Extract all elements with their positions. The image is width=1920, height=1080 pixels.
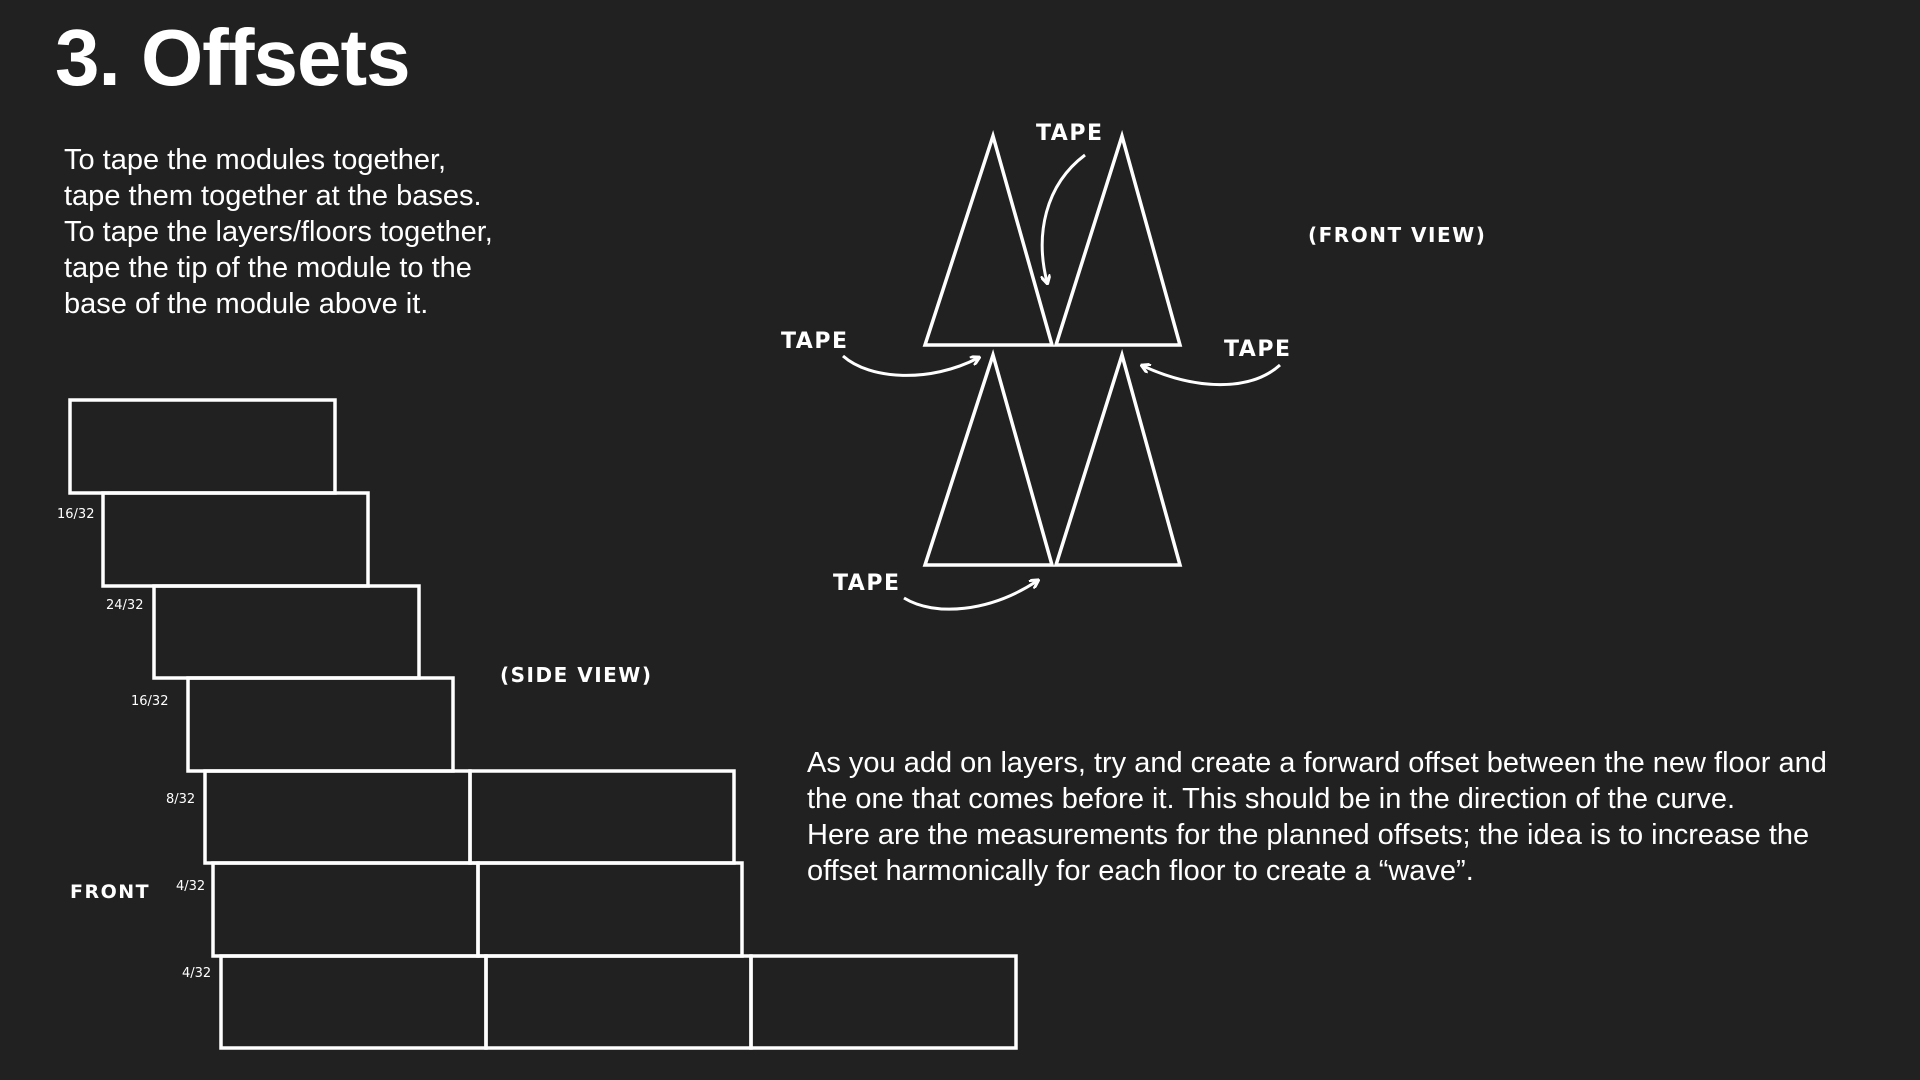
side-module-r3 [154,586,419,678]
body-text [807,745,1907,889]
front-label: FRONT [70,881,151,903]
side-module-r6b [478,863,742,956]
side-module-r5a [205,771,470,863]
body-line-2: the one that comes before it. This should be in the direction of the curve. [807,783,1736,815]
tape-label-top: TAPE [1036,121,1104,146]
side-module-r7a [221,956,486,1048]
side-module-r1 [70,400,335,493]
body-line-3: Here are the measurements for the planned offsets; the idea is to increase the [807,819,1810,851]
arrow-tape-bottom [904,581,1037,609]
triangle-top-left [925,136,1052,345]
arrow-tape-left [843,356,978,375]
intro-text: To tape the modules together, tape them together at the bases. To tape the layers/floors together, tape the tip of the module to the base of the module above it. [64,144,493,320]
body-line-1: As you add on layers, try and create a forward offset between the new floor and [807,747,1827,779]
tape-label-left: TAPE [781,329,849,354]
side-module-r7b [486,956,751,1048]
front-view-diagram [781,121,1486,609]
side-module-r5b [470,771,734,863]
front-view-caption: (FRONT VIEW) [1308,223,1487,247]
side-module-r6a [213,863,478,956]
offset-label-2: 24/32 [106,598,144,613]
tape-label-right: TAPE [1224,337,1292,362]
side-view-caption: (SIDE VIEW) [500,663,653,687]
triangle-bottom-right [1056,355,1180,565]
triangle-bottom-left [925,355,1052,565]
side-module-r7c [751,956,1016,1048]
offset-label-3: 16/32 [131,694,169,709]
triangle-top-right [1056,136,1180,345]
arrow-tape-right [1143,365,1280,385]
body-line-4: offset harmonically for each floor to create a “wave”. [807,855,1474,887]
offset-label-5: 4/32 [176,879,206,894]
offset-label-6: 4/32 [182,966,212,981]
offset-label-4: 8/32 [166,792,196,807]
tape-label-bottom: TAPE [833,571,901,596]
side-view-diagram [57,400,1016,1048]
side-module-r4 [188,678,453,771]
side-module-r2 [103,493,368,586]
arrow-tape-top [1042,155,1085,282]
offset-label-1: 16/32 [57,507,95,522]
slide-title: 3. Offsets [55,13,410,102]
